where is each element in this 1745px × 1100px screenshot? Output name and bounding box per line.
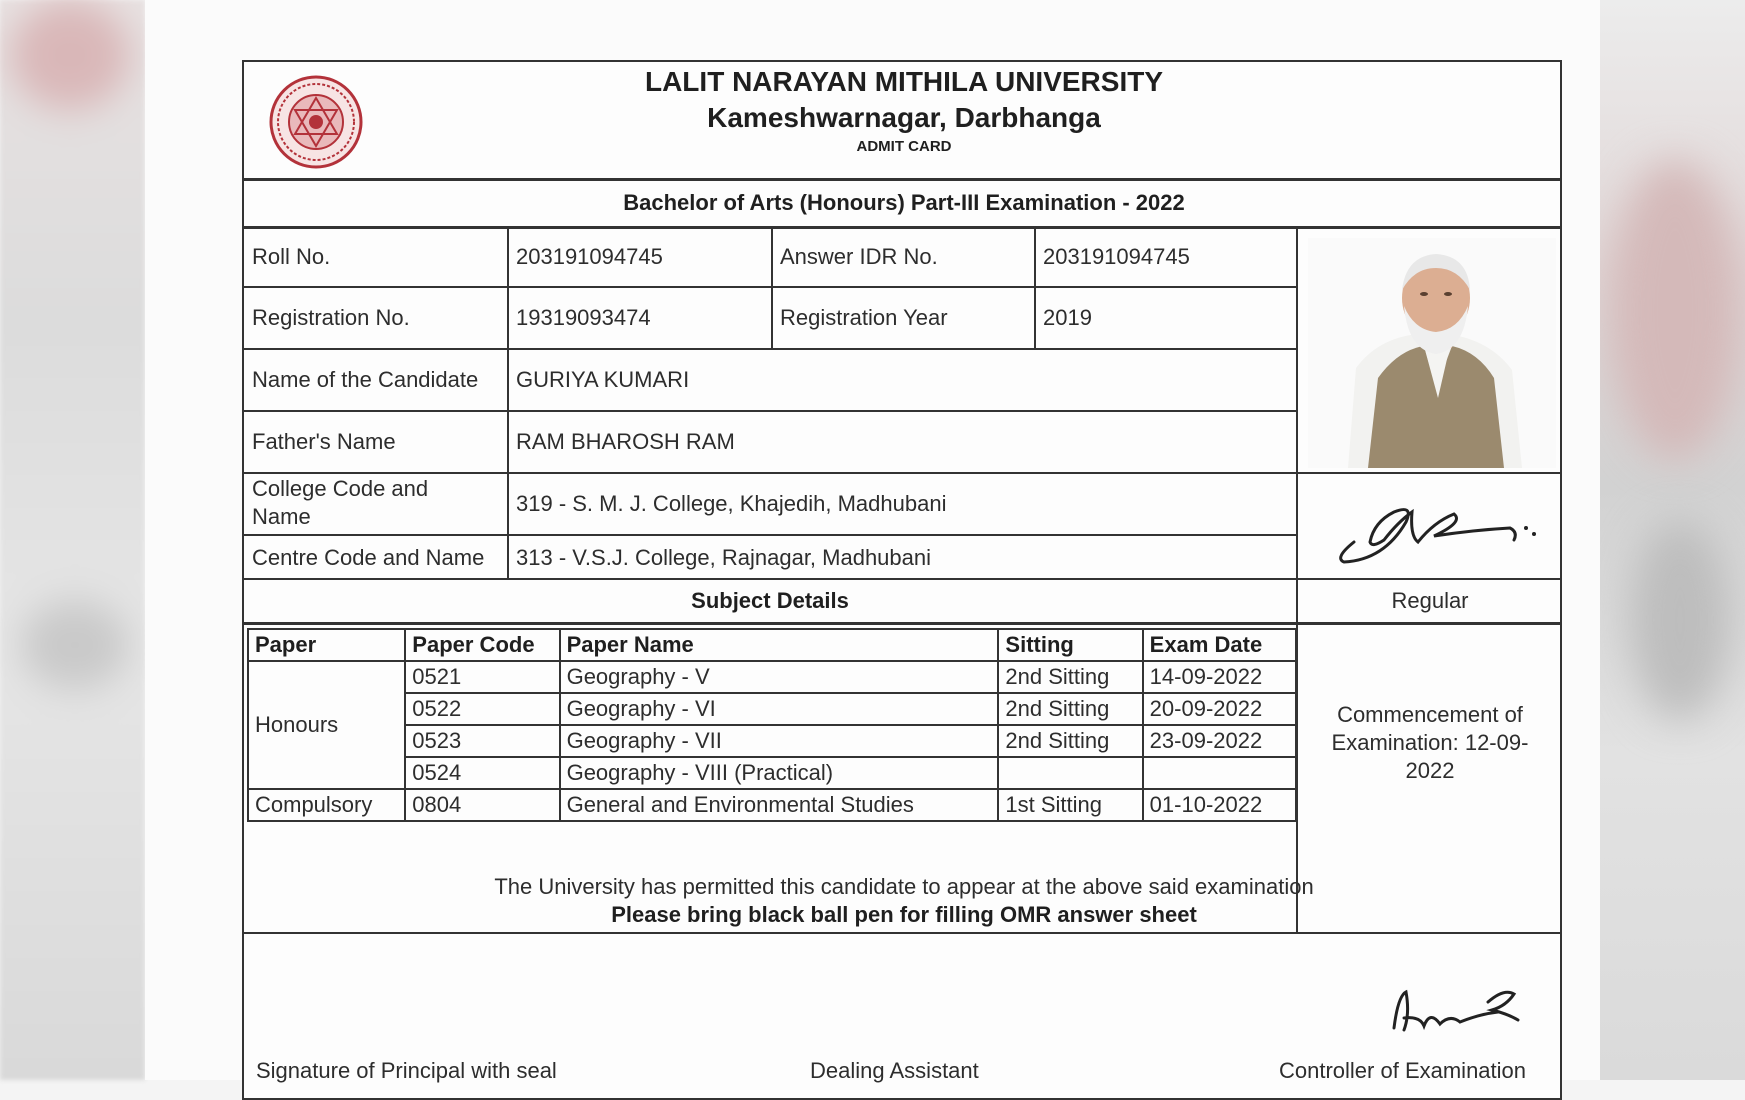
- registration-year-label: Registration Year: [780, 305, 948, 330]
- centre-label: Centre Code and Name: [252, 545, 485, 570]
- paper-name-cell: Geography - VIII (Practical): [560, 757, 999, 789]
- subject-table-header: [248, 629, 1296, 661]
- commencement-line1: Commencement of: [1337, 702, 1523, 727]
- sitting-cell: [998, 757, 1142, 789]
- commencement-line2: Examination: 12-09-: [1331, 730, 1529, 755]
- exam-date-cell: 01-10-2022: [1143, 789, 1296, 821]
- exam-date-cell: 23-09-2022: [1143, 725, 1296, 757]
- sitting-cell: 2nd Sitting: [998, 725, 1142, 757]
- exam-date-cell: 20-09-2022: [1143, 693, 1296, 725]
- paper-name-cell: General and Environmental Studies: [560, 789, 999, 821]
- background-left-blur: [0, 0, 145, 1080]
- dealing-assistant-label: Dealing Assistant: [810, 1058, 979, 1083]
- father-name-value: RAM BHAROSH RAM: [516, 429, 735, 454]
- registration-no-label: Registration No.: [252, 305, 410, 330]
- sitting-cell: 1st Sitting: [998, 789, 1142, 821]
- principal-signature-label: Signature of Principal with seal: [256, 1058, 557, 1083]
- candidate-name-value: GURIYA KUMARI: [516, 367, 690, 392]
- permission-notice: The University has permitted this candidate to appear at the above said examination: [494, 874, 1314, 899]
- table-row: [248, 661, 1296, 693]
- paper-group-cell: Honours: [248, 661, 405, 789]
- subject-table: [247, 628, 1297, 822]
- paper-code-cell: 0522: [405, 693, 559, 725]
- paper-code-cell: 0804: [405, 789, 559, 821]
- exam-title: Bachelor of Arts (Honours) Part-III Examination - 2022: [623, 190, 1185, 215]
- table-row: [248, 693, 1296, 725]
- paper-code-cell: 0524: [405, 757, 559, 789]
- admit-card: [242, 60, 1562, 1100]
- header-paper: Paper: [248, 629, 405, 661]
- paper-name-cell: Geography - VI: [560, 693, 999, 725]
- father-name-label: Father's Name: [252, 429, 396, 454]
- header-paper-code: Paper Code: [405, 629, 559, 661]
- sitting-cell: 2nd Sitting: [998, 693, 1142, 725]
- header-sitting: Sitting: [998, 629, 1142, 661]
- table-row: [248, 757, 1296, 789]
- college-value: 319 - S. M. J. College, Khajedih, Madhubani: [516, 491, 947, 516]
- registration-no-value: 19319093474: [516, 305, 651, 330]
- paper-group-cell: Compulsory: [248, 789, 405, 821]
- table-row: [248, 789, 1296, 821]
- college-label-line2: Name: [252, 504, 311, 529]
- college-label-line1: College Code and: [252, 476, 429, 501]
- sitting-cell: 2nd Sitting: [998, 661, 1142, 693]
- registration-year-value: 2019: [1043, 305, 1092, 330]
- paper-name-cell: Geography - VII: [560, 725, 999, 757]
- answer-idr-value: 203191094745: [1043, 244, 1190, 269]
- university-location: Kameshwarnagar, Darbhanga: [707, 102, 1101, 133]
- university-name: LALIT NARAYAN MITHILA UNIVERSITY: [644, 66, 1164, 97]
- header-exam-date: Exam Date: [1143, 629, 1296, 661]
- exam-date-cell: [1143, 757, 1296, 789]
- background-right-blur: [1600, 0, 1745, 1080]
- centre-value: 313 - V.S.J. College, Rajnagar, Madhubani: [516, 545, 932, 570]
- answer-idr-label: Answer IDR No.: [780, 244, 938, 269]
- candidate-signature: [1314, 482, 1550, 570]
- roll-no-value: 203191094745: [516, 244, 663, 269]
- controller-label: Controller of Examination: [1279, 1058, 1527, 1083]
- paper-code-cell: 0521: [405, 661, 559, 693]
- table-row: [248, 725, 1296, 757]
- candidate-photo: [1308, 238, 1556, 468]
- admit-card-label: ADMIT CARD: [856, 138, 952, 155]
- candidate-name-label: Name of the Candidate: [252, 367, 479, 392]
- category-label: Regular: [1391, 588, 1469, 613]
- paper-name-cell: Geography - V: [560, 661, 999, 693]
- omr-pen-notice: Please bring black ball pen for filling OMR answer sheet: [611, 902, 1197, 927]
- roll-no-label: Roll No.: [252, 244, 331, 269]
- subject-details-title: Subject Details: [691, 588, 849, 613]
- header-paper-name: Paper Name: [560, 629, 999, 661]
- paper-code-cell: 0523: [405, 725, 559, 757]
- controller-signature: [1380, 974, 1530, 1044]
- commencement-line3: 2022: [1405, 758, 1455, 783]
- exam-date-cell: 14-09-2022: [1143, 661, 1296, 693]
